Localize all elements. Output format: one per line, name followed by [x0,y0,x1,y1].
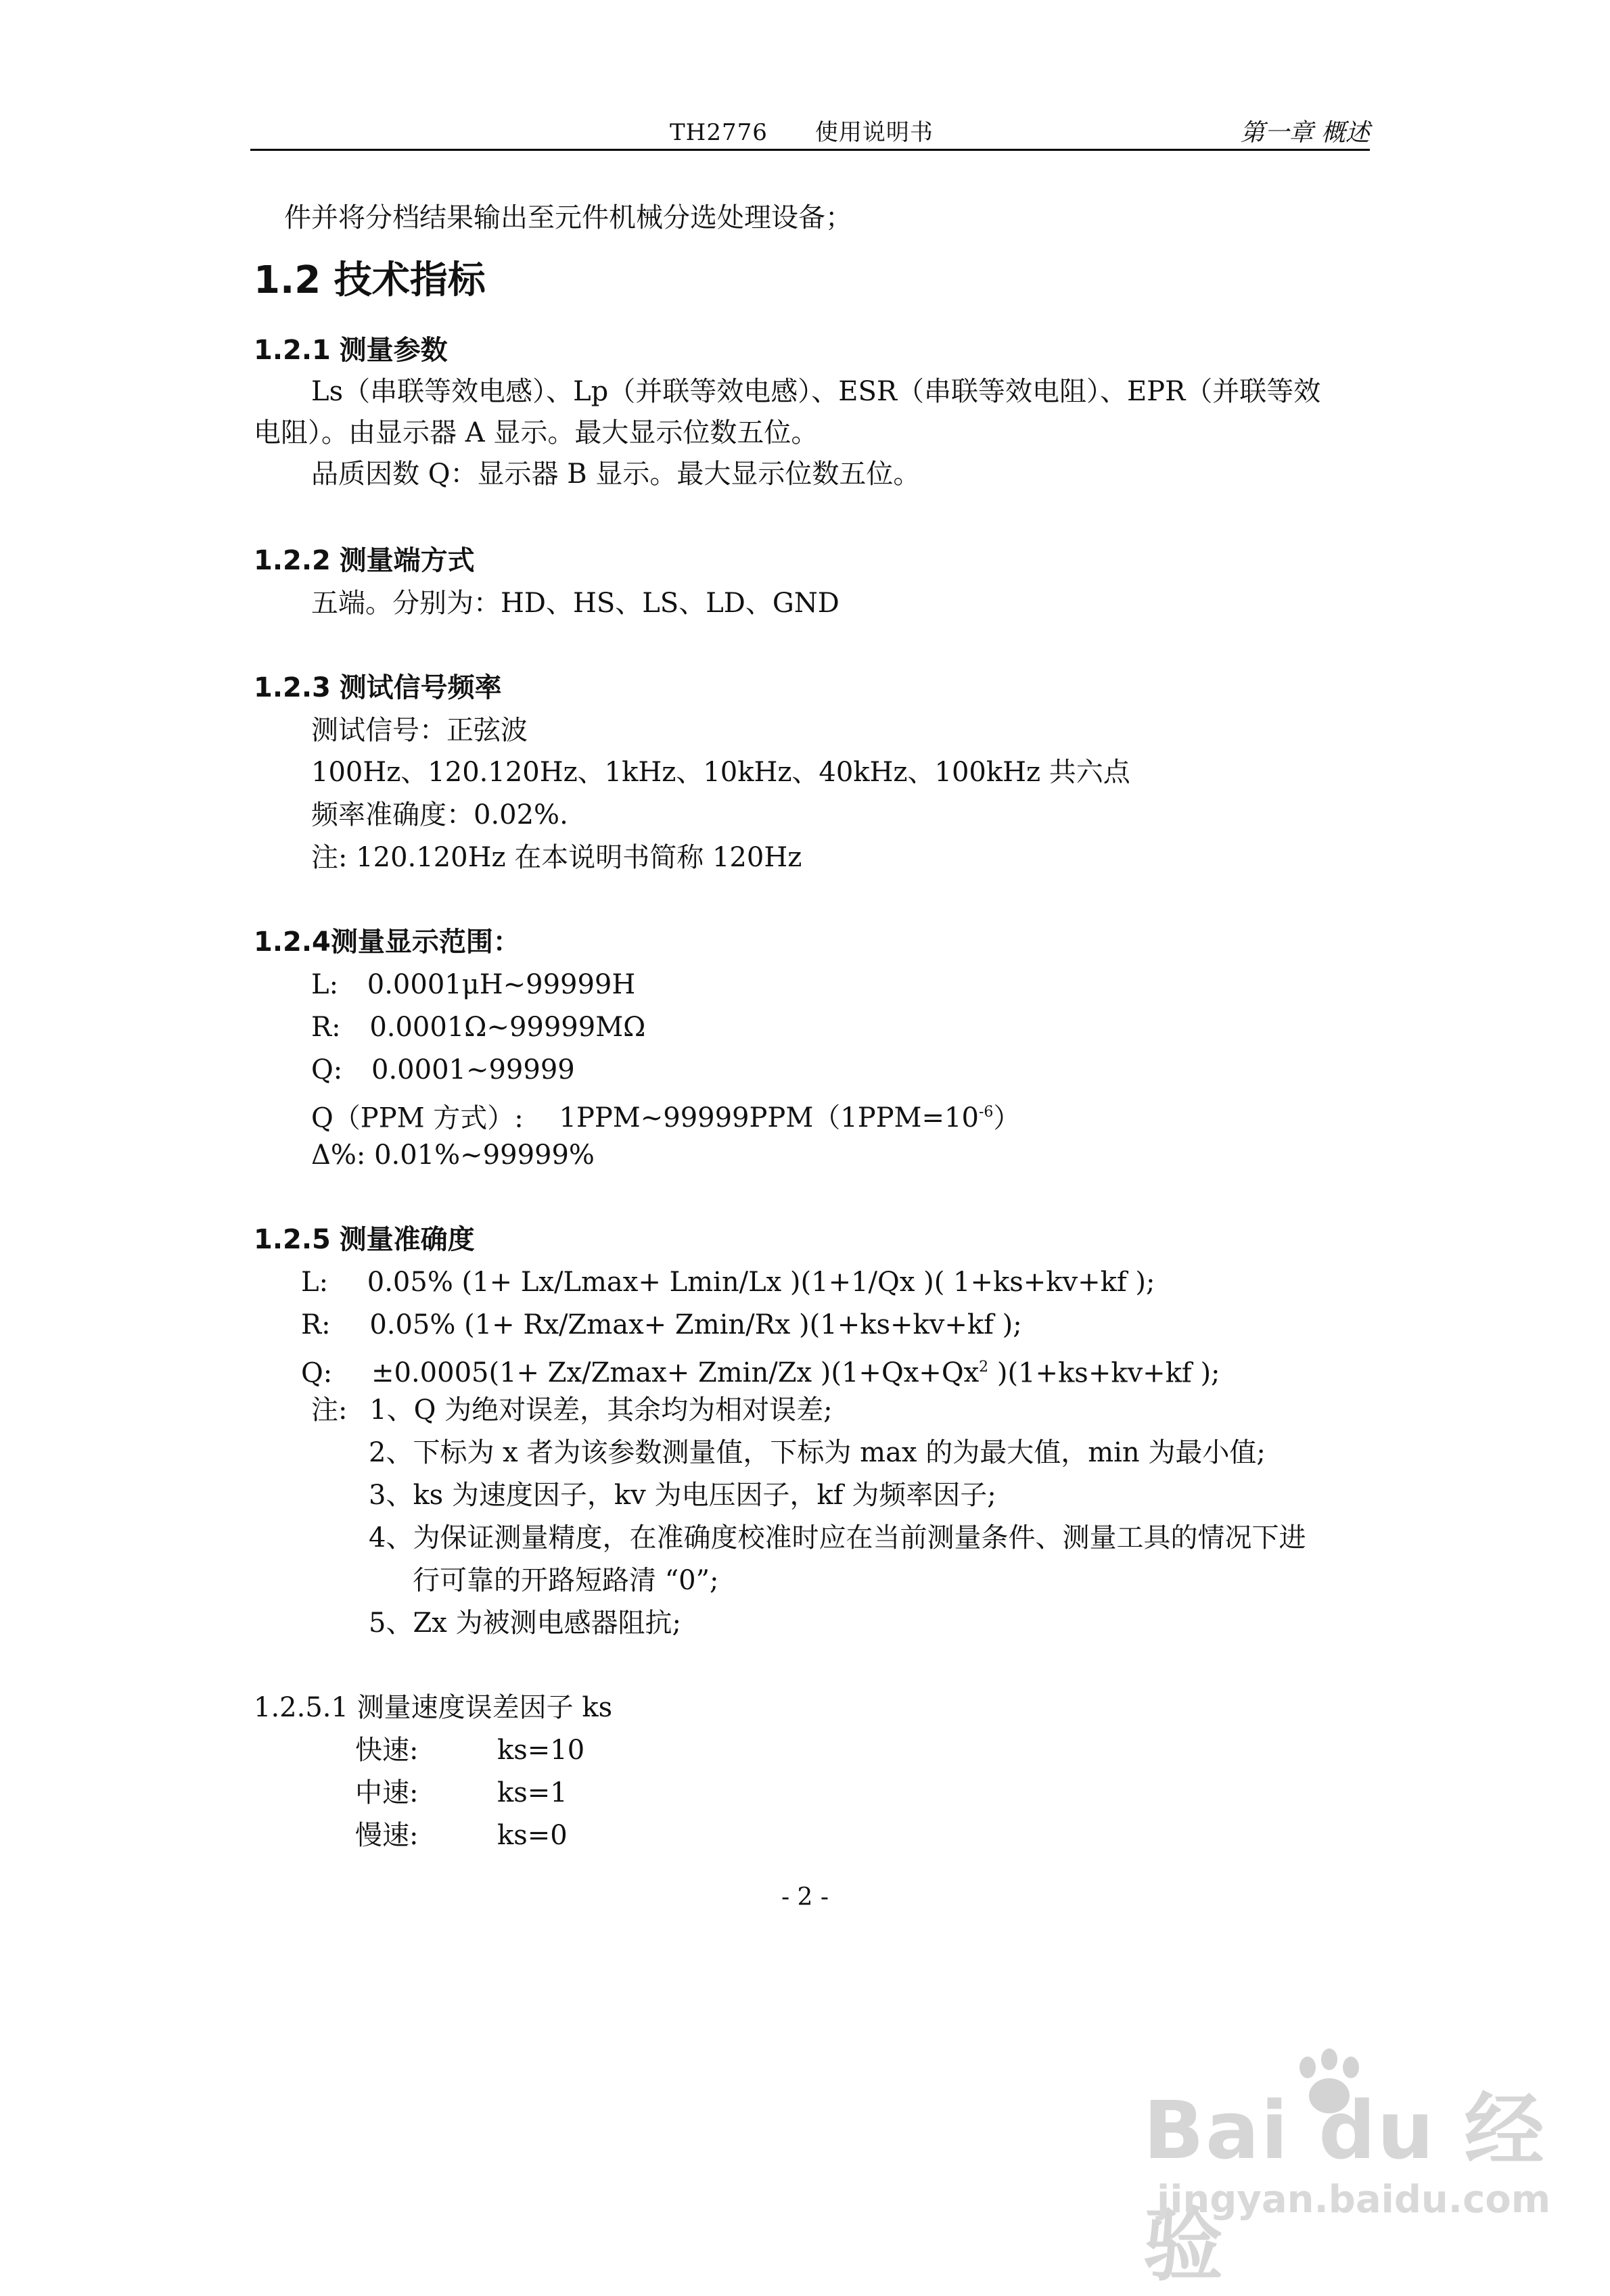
range-l-label: L: [311,969,339,1000]
subsection-1-2-3-heading [254,671,502,705]
accuracy-r-formula: 0.05% (1+ Rx/Zmax+ Zmin/Rx )(1+ks+kv+kf ); [369,1309,1022,1340]
speed-row-fast [355,1733,584,1767]
accuracy-note-2: 2、下标为 x 者为该参数测量值，下标为 max 的为最大值，min 为最小值; [369,1437,1266,1468]
range-l-value: 0.0001μH~99999H [367,969,636,1000]
accuracy-note-4a: 4、为保证测量精度，在准确度校准时应在当前测量条件、测量工具的情况下进 [369,1522,1306,1553]
section-title: 1.2 技术指标 [254,258,486,302]
range-ppm-exponent: -6 [978,1104,994,1121]
subsection-1-2-2-heading [254,544,475,578]
subsection-title: 测试信号频率 [339,672,502,703]
speed-label: 快速: [355,1735,419,1766]
subsection-number: 1.2.2 [254,545,331,576]
note-1-text: 1、Q 为绝对误差，其余均为相对误差; [369,1395,833,1426]
s121-line1: Ls（串联等效电感）、Lp（并联等效电感）、ESR（串联等效电阻）、EPR（并联等效 [311,376,1321,407]
range-l-row [311,968,635,1002]
subsection-number: 1.2.1 [254,335,331,366]
header-title [670,114,934,147]
accuracy-q-exponent: 2 [979,1359,989,1376]
accuracy-q-formula-a: ±0.0005(1+ Zx/Zmax+ Zmin/Zx )(1+Qx+Qx [371,1357,980,1389]
accuracy-note-3: 3、ks 为速度因子，kv 为电压因子，kf 为频率因子; [369,1480,996,1511]
range-delta-row: Δ%: 0.01%~99999% [311,1140,595,1171]
header-chapter: 第一章 概述 [1240,119,1370,147]
subsection-title: 测量端方式 [339,545,475,576]
speed-label: 中速: [355,1777,419,1808]
range-q-row [311,1053,575,1087]
speed-row-medium [355,1776,568,1810]
speed-row-slow [355,1819,568,1852]
accuracy-l-label: L: [301,1267,329,1298]
range-ppm-value: 1PPM~99999PPM（1PPM=10 [559,1102,979,1134]
range-r-value: 0.0001Ω~99999MΩ [369,1012,646,1043]
range-ppm-close: ） [993,1102,1021,1134]
accuracy-note-5: 5、Zx 为被测电感器阻抗; [369,1608,681,1639]
subsection-number: 1.2.3 [254,672,331,703]
subsection-number: 1.2.4 [254,927,331,958]
subsection-1-2-5-1-heading: 1.2.5.1 测量速度误差因子 ks [254,1692,613,1723]
subsection-1-2-1-heading [254,333,448,367]
header-rule [250,149,1370,151]
s122-line1: 五端。分别为：HD、HS、LS、LD、GND [311,588,840,619]
accuracy-r-row [301,1308,1022,1342]
accuracy-r-label: R: [301,1309,331,1340]
s121-line3: 品质因数 Q：显示器 B 显示。最大显示位数五位。 [311,459,921,490]
note-label: 注: [311,1395,348,1426]
page-number: - 2 - [781,1883,829,1911]
subsection-1-2-5-heading [254,1223,475,1257]
accuracy-q-formula-b: )(1+ks+kv+kf ); [988,1357,1220,1389]
range-r-row [311,1010,645,1044]
subsection-title: 测量显示范围： [330,927,520,958]
speed-value: ks=1 [497,1777,568,1808]
subsection-number: 1.2.5 [254,1224,331,1255]
s121-line2: 电阻）。由显示器 A 显示。最大显示位数五位。 [254,417,819,448]
subsection-title: 测量参数 [339,335,448,366]
baidu-jingyan-watermark [1143,2066,1576,2292]
s123-line4: 注: 120.120Hz 在本说明书简称 120Hz [311,842,802,873]
header-model: TH2776 [670,119,768,146]
subsection-1-2-4-heading [254,925,520,959]
range-q-value: 0.0001~99999 [371,1054,575,1085]
accuracy-note-4b: 行可靠的开路短路清 “0”; [413,1565,719,1596]
subsection-title: 测量准确度 [339,1224,475,1255]
accuracy-q-label: Q: [301,1357,333,1389]
range-r-label: R: [311,1012,341,1043]
speed-value: ks=0 [497,1820,568,1851]
header-manual: 使用说明书 [814,119,934,146]
s123-line3: 频率准确度：0.02%. [311,799,568,830]
s123-line1: 测试信号：正弦波 [311,715,528,746]
range-q-label: Q: [311,1054,343,1085]
watermark-url: jingyan.baidu.com [1157,2178,1551,2222]
s123-line2: 100Hz、120.120Hz、1kHz、10kHz、40kHz、100kHz 共六点 [311,757,1130,788]
speed-label: 慢速: [355,1820,419,1851]
speed-value: ks=10 [497,1735,585,1766]
watermark-logo: Bai du 经验 [1143,2084,1546,2292]
range-ppm-row [311,1096,1020,1135]
intro-line: 件并将分档结果输出至元件机械分选处理设备； [284,202,852,233]
range-ppm-label: Q（PPM 方式）: [311,1102,524,1134]
accuracy-l-formula: 0.05% (1+ Lx/Lmax+ Lmin/Lx )(1+1/Qx )( 1+ks+kv+kf ); [367,1267,1155,1298]
accuracy-note-1 [311,1393,833,1427]
accuracy-l-row [301,1265,1155,1299]
accuracy-q-row [301,1351,1220,1390]
